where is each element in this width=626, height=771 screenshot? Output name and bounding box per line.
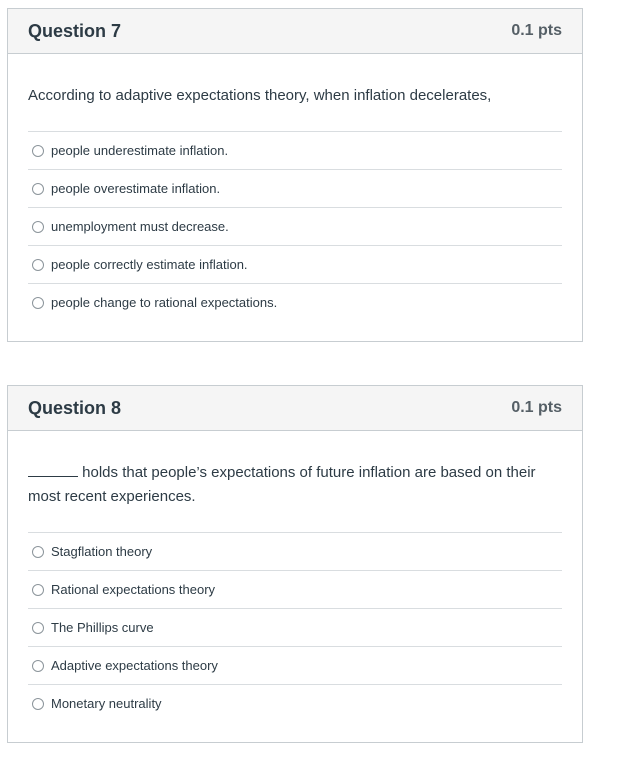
answer-label[interactable]: unemployment must decrease. xyxy=(51,219,229,234)
radio-button[interactable] xyxy=(32,145,44,157)
question-points: 0.1 pts xyxy=(511,22,562,39)
answer-label[interactable]: people correctly estimate inflation. xyxy=(51,257,248,272)
radio-button[interactable] xyxy=(32,660,44,672)
answer-option[interactable] xyxy=(28,245,562,283)
answer-option[interactable] xyxy=(28,169,562,207)
radio-button[interactable] xyxy=(32,297,44,309)
question-body xyxy=(8,54,582,321)
question-title: Question 8 xyxy=(28,397,122,418)
radio-button[interactable] xyxy=(32,622,44,634)
answer-option[interactable] xyxy=(28,684,562,722)
answer-label[interactable]: Stagflation theory xyxy=(51,544,153,559)
question-header xyxy=(8,386,582,431)
radio-button[interactable] xyxy=(32,546,44,558)
answer-option[interactable] xyxy=(28,570,562,608)
answer-label[interactable]: people change to rational expectations. xyxy=(51,295,278,310)
answer-option[interactable] xyxy=(28,646,562,684)
answer-label[interactable]: Monetary neutrality xyxy=(51,696,162,711)
question-8-card xyxy=(7,385,583,743)
answer-list xyxy=(28,532,562,722)
answer-option[interactable] xyxy=(28,207,562,245)
question-body xyxy=(8,431,582,722)
answer-label[interactable]: Rational expectations theory xyxy=(51,582,216,597)
answer-list xyxy=(28,131,562,321)
answer-option[interactable] xyxy=(28,131,562,169)
radio-button[interactable] xyxy=(32,221,44,233)
question-points: 0.1 pts xyxy=(511,399,562,416)
question-text-remainder: holds that people’s expectations of future inflation are based on their most recent experiences. xyxy=(28,464,536,505)
radio-button[interactable] xyxy=(32,698,44,710)
radio-button[interactable] xyxy=(32,259,44,271)
answer-label[interactable]: Adaptive expectations theory xyxy=(51,658,218,673)
answer-option[interactable] xyxy=(28,283,562,321)
question-header xyxy=(8,9,582,54)
question-text xyxy=(28,461,562,509)
radio-button[interactable] xyxy=(32,183,44,195)
answer-option[interactable] xyxy=(28,532,562,570)
answer-option[interactable] xyxy=(28,608,562,646)
question-7-card xyxy=(7,8,583,342)
answer-label[interactable]: people overestimate inflation. xyxy=(51,181,221,196)
radio-button[interactable] xyxy=(32,584,44,596)
question-title: Question 7 xyxy=(28,20,122,41)
fill-in-blank xyxy=(28,462,78,477)
answer-label[interactable]: people underestimate inflation. xyxy=(51,143,229,158)
question-text: According to adaptive expectations theory, when inflation decelerates, xyxy=(28,87,492,104)
answer-label[interactable]: The Phillips curve xyxy=(51,620,154,635)
